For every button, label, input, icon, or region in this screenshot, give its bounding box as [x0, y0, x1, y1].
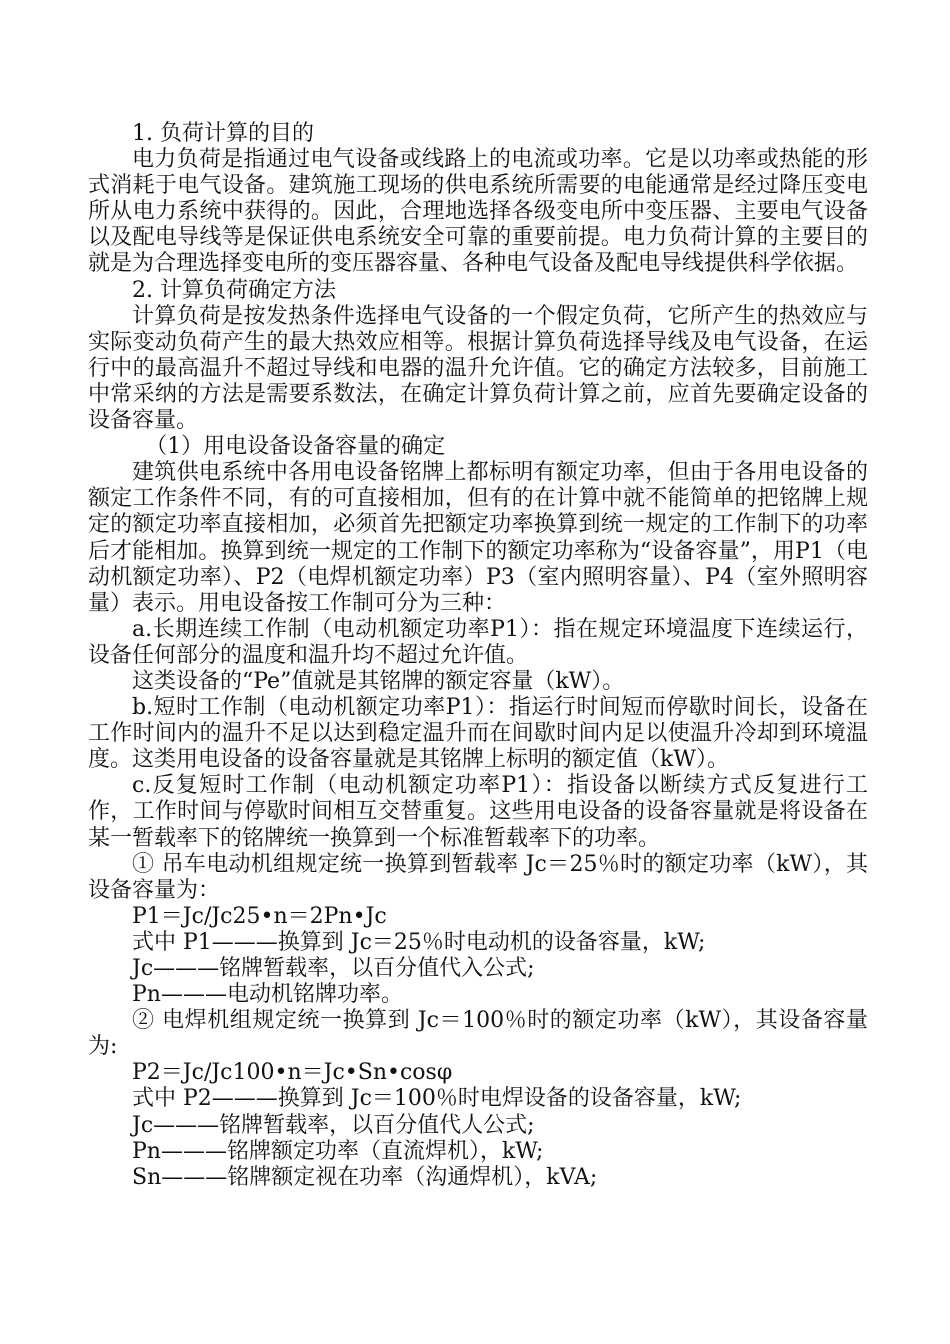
- paragraph: ② 电焊机组规定统一换算到 Jc＝100％时的额定功率（kW），其设备容量为:: [88, 1008, 868, 1060]
- formula-note: Jc———铭牌暂载率，以百分值代人公式;: [132, 1112, 535, 1138]
- formula-note: Sn———铭牌额定视在功率（沟通焊机），kVA;: [132, 1164, 598, 1190]
- formula: P1＝Jc/Jc25•n＝2Pn•Jc: [132, 903, 387, 929]
- document-page: [88, 121, 868, 1191]
- paragraph: 电力负荷是指通过电气设备或线路上的电流或功率。它是以功率或热能的形式消耗于电气设备。建筑施工现场的供电系统所需要的电能通常是经过降压变电所从电力系统中获得的。因此，合理地选择各级变电所中变压器、主要电气设备以及配电导线等是保证供电系统安全可靠的重要前提。电力负荷计算的主要目的就是为合理选择变电所的变压器容量、各种电气设备及配电导线提供科学依据。: [88, 147, 868, 277]
- paragraph: b.短时工作制（电动机额定功率P1）：指运行时间短而停歇时间长，设备在工作时间内的温升不足以达到稳定温升而在间歇时间内足以使温升冷却到环境温度。这类用电设备的设备容量就是其铭牌上标明的额定值（kW）。: [88, 695, 868, 773]
- paragraph: a.长期连续工作制（电动机额定功率P1）：指在规定环境温度下连续运行，设备任何部分的温度和温升均不超过允许值。: [88, 616, 868, 668]
- formula-note: 式中 P2———换算到 Jc＝100％时电焊设备的设备容量，kW;: [132, 1086, 742, 1112]
- formula-note: Pn———电动机铭牌功率。: [132, 982, 403, 1008]
- paragraph: 计算负荷是按发热条件选择电气设备的一个假定负荷，它所产生的热效应与实际变动负荷产生的最大热效应相等。根据计算负荷选择导线及电气设备，在运行中的最高温升不超过导线和电器的温升允许值。它的确定方法较多，目前施工中常采纳的方法是需要系数法，在确定计算负荷计算之前，应首先要确定设备的设备容量。: [88, 303, 868, 434]
- subheading: （1）用电设备设备容量的确定: [145, 434, 446, 460]
- formula: P2＝Jc/Jc100•n＝Jc•Sn•cosφ: [132, 1060, 453, 1086]
- paragraph: c.反复短时工作制（电动机额定功率P1）：指设备以断续方式反复进行工作，工作时间与停歇时间相互交替重复。这些用电设备的设备容量就是将设备在某一暂载率下的铭牌统一换算到一个标准暂载率下的功率。: [88, 773, 868, 851]
- paragraph: 这类设备的“Pe”值就是其铭牌的额定容量（kW）。: [132, 668, 625, 694]
- paragraph: ① 吊车电动机组规定统一换算到暂载率 Jc＝25％时的额定功率（kW），其设备容量为：: [88, 851, 868, 903]
- heading-2: 2. 计算负荷确定方法: [132, 277, 336, 303]
- heading-1: 1. 负荷计算的目的: [132, 121, 314, 146]
- formula-note: 式中 P1———换算到 Jc＝25％时电动机的设备容量，kW;: [132, 929, 706, 955]
- formula-note: Jc———铭牌暂载率，以百分值代入公式;: [132, 956, 535, 981]
- formula-note: Pn———铭牌额定功率（直流焊机），kW;: [132, 1138, 544, 1164]
- paragraph: 建筑供电系统中各用电设备铭牌上都标明有额定功率，但由于各用电设备的额定工作条件不同，有的可直接相加，但有的在计算中就不能简单的把铭牌上规定的额定功率直接相加，必须首先把额定功率换算到统一规定的工作制下的功率后才能相加。换算到统一规定的工作制下的额定功率称为“设备容量”，用P1（电动机额定功率）、P2（电焊机额定功率）P3（室内照明容量）、P4（室外照明容量）表示。用电设备按工作制可分为三种：: [88, 460, 868, 616]
